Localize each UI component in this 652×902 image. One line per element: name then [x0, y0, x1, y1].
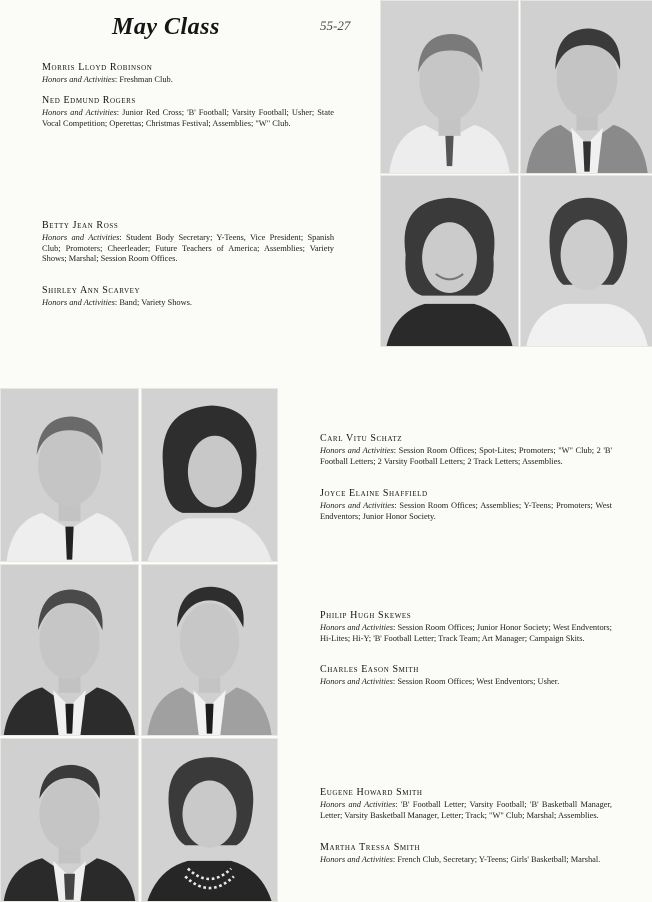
portrait-photo-eugene-smith	[0, 738, 139, 902]
honors-label: Honors and Activities	[320, 623, 393, 632]
bio-ned-rogers: Ned Edmund Rogers Honors and Activities: Junior Red Cross; 'B' Football; Varsity Football; Usher; State Vocal Competition; Operettas; Christmas Festival; Assemblies; "W" Club.	[42, 95, 335, 128]
student-name: Morris Lloyd Robinson	[42, 62, 153, 73]
portrait-female-icon	[521, 176, 652, 346]
portrait-photo-charles-smith	[141, 564, 278, 736]
student-name: Philip Hugh Skewes	[320, 610, 412, 621]
student-name: Betty Jean Ross	[42, 220, 119, 231]
bio-morris-robinson: Morris Lloyd Robinson Honors and Activities: Freshman Club.	[42, 62, 334, 86]
student-activities: Junior Red Cross; 'B' Football; Varsity Football; Usher; State Vocal Competition; Operettas; Christmas Festival; Assemblies; "W" Club.	[42, 108, 335, 128]
student-activities: French Club, Secretary; Y-Teens; Girls' Basketball; Marshal.	[397, 855, 601, 864]
bio-betty-ross: Betty Jean Ross Honors and Activities: Student Body Secretary; Y-Teens, Vice President; Spanish Club; Promoters; Cheerleader; Future Teachers of America; Assemblies; Variety Shows; Marshal; Session Room Offices.	[42, 220, 335, 264]
bio-eugene-smith: Eugene Howard Smith Honors and Activities: 'B' Football Letter; Varsity Football; 'B' Basketball Manager, Letter; Varsity Basketball Manager, Letter; Track; "W" Club; Marshal; Assemblies.	[320, 787, 613, 820]
student-name: Eugene Howard Smith	[320, 787, 423, 798]
honors-label: Honors and Activities	[42, 75, 115, 84]
portrait-male-icon	[1, 565, 138, 735]
student-activities: Band; Variety Shows.	[119, 298, 192, 307]
student-name: Charles Eason Smith	[320, 664, 419, 675]
portrait-female-icon	[142, 739, 277, 901]
bio-martha-smith: Martha Tressa Smith Honors and Activities: French Club, Secretary; Y-Teens; Girls' Basketball; Marshal.	[320, 842, 612, 866]
portrait-male-icon	[1, 389, 138, 561]
portrait-male-icon	[1, 739, 138, 901]
student-name: Shirley Ann Scarvey	[42, 285, 141, 296]
portrait-male-icon	[142, 565, 277, 735]
student-activities: Session Room Offices; Spot-Lites; Promoters; "W" Club; 2 'B' Football Letters; 2 Varsity Football Letters; 2 Track Letters; Assemblies.	[320, 446, 612, 466]
student-name: Ned Edmund Rogers	[42, 95, 136, 106]
student-name: Martha Tressa Smith	[320, 842, 421, 853]
honors-label: Honors and Activities	[320, 446, 394, 455]
student-activities: 'B' Football Letter; Varsity Football; 'B' Basketball Manager, Letter; Varsity Basketball Manager, Letter; Track; "W" Club; Marshal; Assemblies.	[320, 800, 613, 820]
student-activities: Session Room Offices; Assemblies; Y-Teens; Promoters; West Endventors; Junior Honor Society.	[320, 501, 612, 521]
bio-philip-skewes: Philip Hugh Skewes Honors and Activities: Session Room Offices; Junior Honor Society; West Endventors; Hi-Lites; Hi-Y; 'B' Football Letter; Track Team; Art Manager; Campaign Skits.	[320, 610, 613, 643]
portrait-photo-morris-robinson	[380, 0, 519, 174]
student-activities: Session Room Offices; West Endventors; Usher.	[397, 677, 560, 686]
page-title: May Class	[112, 14, 220, 40]
honors-label: Honors and Activities	[42, 298, 115, 307]
student-activities: Student Body Secretary; Y-Teens, Vice President; Spanish Club; Promoters; Cheerleader; Future Teachers of America; Assemblies; Variety Shows; Marshal; Session Room Offices.	[42, 233, 335, 264]
page-number: 55-27	[320, 18, 351, 33]
honors-label: Honors and Activities	[320, 677, 393, 686]
bio-charles-smith: Charles Eason Smith Honors and Activities: Session Room Offices; West Endventors; Usher.	[320, 664, 612, 688]
portrait-photo-carl-schatz	[0, 388, 139, 562]
portrait-photo-betty-ross	[380, 175, 519, 347]
portrait-photo-shirley-scarvey	[520, 175, 652, 347]
honors-label: Honors and Activities	[320, 855, 393, 864]
bio-carl-schatz: Carl Vitu Schatz Honors and Activities: Session Room Offices; Spot-Lites; Promoters; "W" Club; 2 'B' Football Letters; 2 Varsity Football Letters; 2 Track Letters; Assemblies.	[320, 433, 612, 466]
honors-label: Honors and Activities	[42, 233, 120, 242]
bio-shirley-scarvey: Shirley Ann Scarvey Honors and Activities: Band; Variety Shows.	[42, 285, 334, 309]
portrait-photo-ned-rogers	[520, 0, 652, 174]
portrait-photo-joyce-shaffield	[141, 388, 278, 562]
portrait-female-icon	[142, 389, 277, 561]
honors-label: Honors and Activities	[42, 108, 117, 117]
student-name: Joyce Elaine Shaffield	[320, 488, 428, 499]
honors-label: Honors and Activities	[320, 800, 396, 809]
student-activities: Session Room Offices; Junior Honor Society; West Endventors; Hi-Lites; Hi-Y; 'B' Football Letter; Track Team; Art Manager; Campaign Skits.	[320, 623, 613, 643]
student-activities: Freshman Club.	[119, 75, 173, 84]
portrait-photo-martha-smith	[141, 738, 278, 902]
bio-joyce-shaffield: Joyce Elaine Shaffield Honors and Activities: Session Room Offices; Assemblies; Y-Teens; Promoters; West Endventors; Junior Honor Society.	[320, 488, 612, 521]
portrait-female-icon	[381, 176, 518, 346]
portrait-male-icon	[381, 1, 518, 173]
portrait-photo-philip-skewes	[0, 564, 139, 736]
honors-label: Honors and Activities	[320, 501, 395, 510]
portrait-male-icon	[521, 1, 652, 173]
student-name: Carl Vitu Schatz	[320, 433, 403, 444]
